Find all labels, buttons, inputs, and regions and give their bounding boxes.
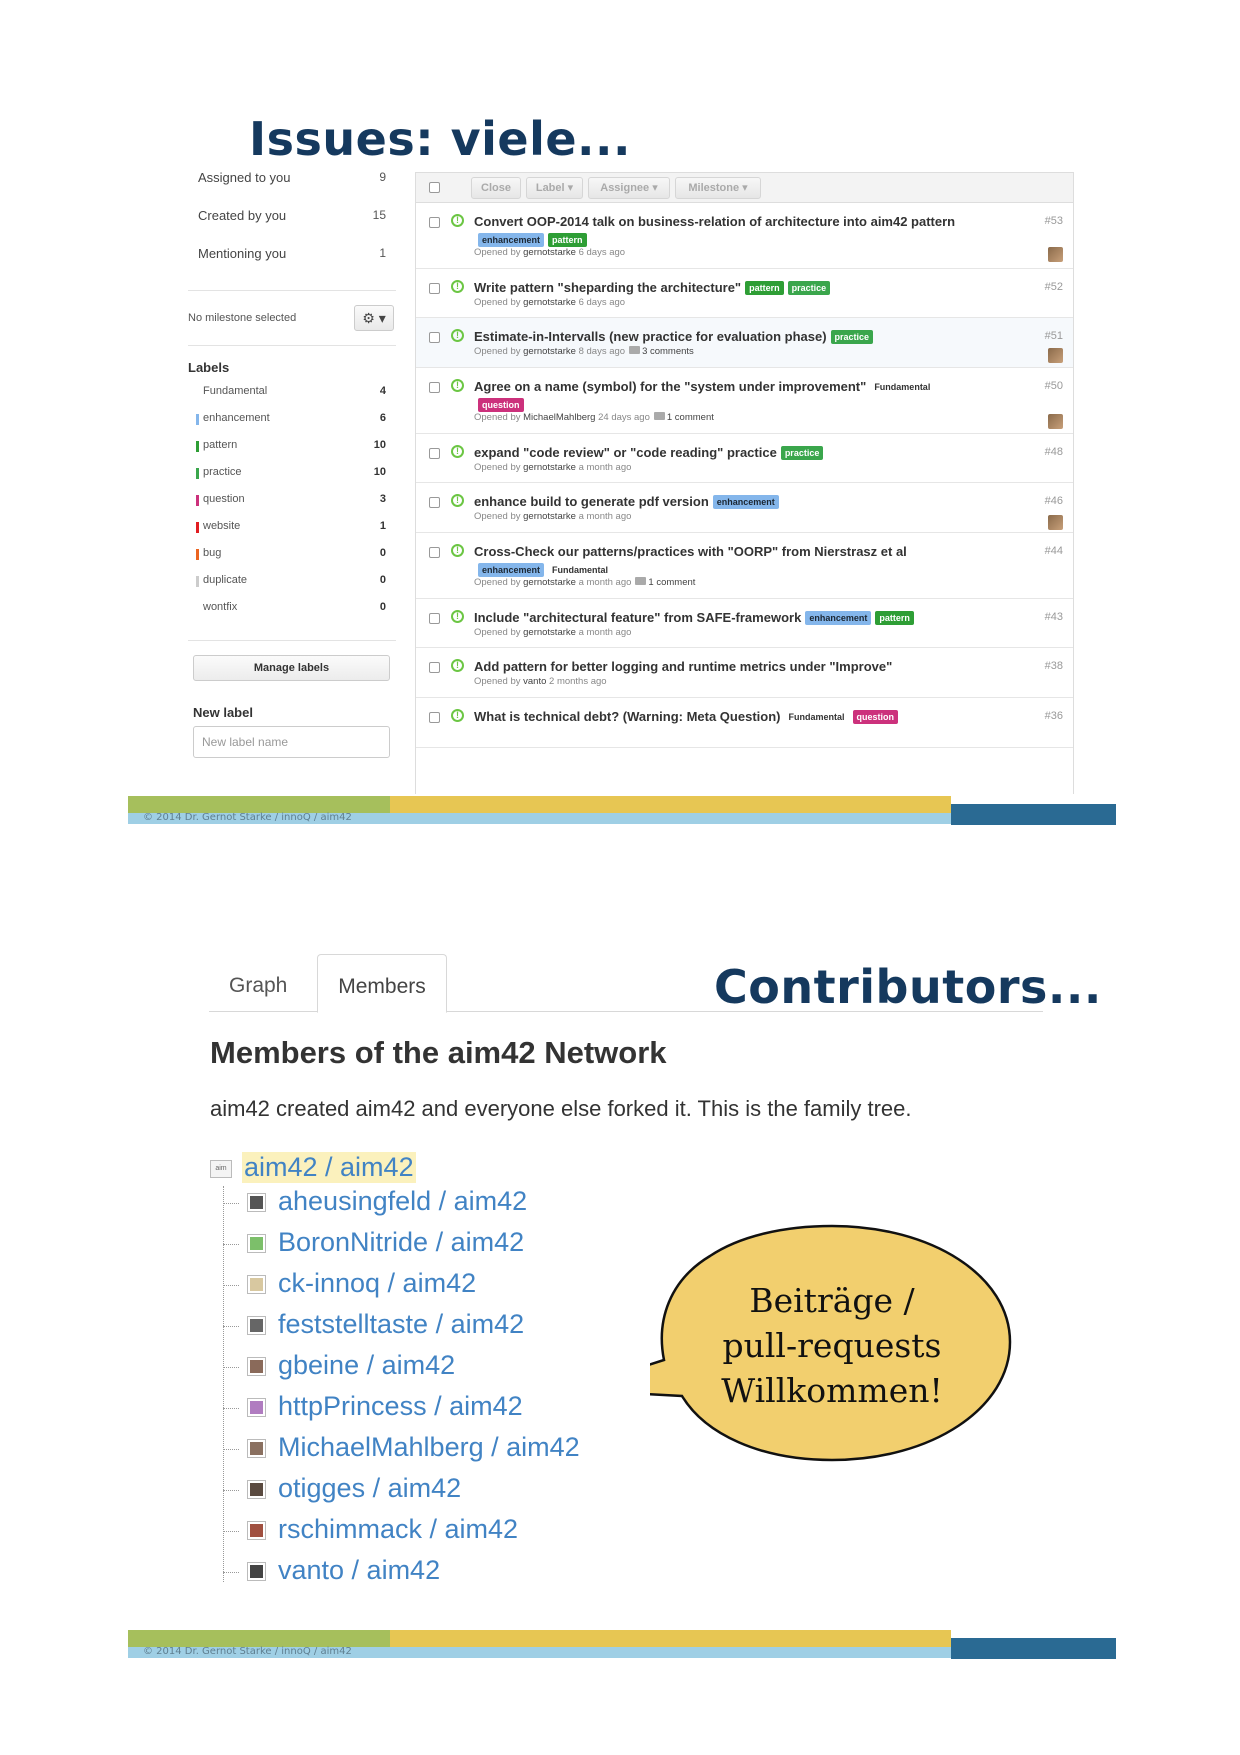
tab-members[interactable]: Members <box>317 954 447 1013</box>
issue-meta <box>474 676 607 687</box>
issue-label-tag[interactable]: pattern <box>875 611 914 625</box>
opened-by-prefix: Opened by <box>474 346 521 357</box>
tree-branch-line <box>223 1449 239 1450</box>
label-item[interactable] <box>188 385 396 412</box>
issue-author[interactable]: gernotstarke <box>523 297 576 308</box>
label-item[interactable] <box>188 547 396 574</box>
label-count: 6 <box>379 412 386 424</box>
issue-row[interactable] <box>416 203 1073 269</box>
opened-by-prefix: Opened by <box>474 462 521 473</box>
label-count: 3 <box>379 493 386 505</box>
assignee-dropdown[interactable]: Assignee ▾ <box>588 177 670 199</box>
tree-branch-line <box>223 1326 239 1327</box>
issue-checkbox[interactable] <box>429 547 440 558</box>
labels-heading: Labels <box>188 360 230 375</box>
issues-toolbar <box>416 173 1073 203</box>
filter-label: Created by you <box>198 208 287 223</box>
label-color-swatch <box>196 441 199 452</box>
issue-title-text[interactable]: Estimate-in-Intervalls (new practice for evaluation phase) <box>474 329 827 344</box>
footer-copyright: © 2014 Dr. Gernot Starke / innoQ / aim42 <box>143 1646 352 1657</box>
label-color-swatch <box>196 603 199 614</box>
issue-title[interactable] <box>474 658 974 676</box>
issue-age: a month ago <box>578 627 632 638</box>
new-label-heading: New label <box>193 705 253 720</box>
member-avatar[interactable] <box>247 1562 266 1581</box>
issue-title-text[interactable]: Include "architectural feature" from SAFE-framework <box>474 610 802 625</box>
member-repo-link[interactable]: MichaelMahlberg / aim42 <box>278 1432 580 1462</box>
label-color-swatch <box>196 495 199 506</box>
bubble-line: Willkommen! <box>721 1371 943 1410</box>
label-item[interactable] <box>188 601 396 628</box>
label-item[interactable] <box>188 412 396 439</box>
issue-label-tag[interactable]: practice <box>831 330 874 344</box>
issues-sidebar <box>188 170 396 758</box>
issue-label-tag[interactable]: enhancement <box>805 611 871 625</box>
issue-number[interactable]: #46 <box>1044 495 1063 507</box>
member-repo-link[interactable]: aheusingfeld / aim42 <box>278 1186 528 1216</box>
issue-meta <box>474 412 714 423</box>
milestone-text: No milestone selected <box>188 312 297 324</box>
footer-copyright: © 2014 Dr. Gernot Starke / innoQ / aim42 <box>143 812 352 823</box>
sidebar-divider <box>188 640 396 641</box>
member-avatar[interactable] <box>247 1480 266 1499</box>
member-repo-link[interactable]: otigges / aim42 <box>278 1473 462 1503</box>
comment-icon <box>635 577 646 585</box>
issue-label-tag[interactable]: question <box>478 398 524 412</box>
opened-by-prefix: Opened by <box>474 577 521 588</box>
issue-row[interactable] <box>416 698 1073 748</box>
slide-title-issues: Issues: viele... <box>249 112 631 166</box>
label-item[interactable] <box>188 439 396 466</box>
issue-number[interactable]: #36 <box>1044 710 1063 722</box>
assignee-avatar[interactable] <box>1048 348 1063 363</box>
opened-by-prefix: Opened by <box>474 247 521 258</box>
issue-checkbox[interactable] <box>429 662 440 673</box>
label-color-swatch <box>196 387 199 398</box>
issue-number[interactable]: #38 <box>1044 660 1063 672</box>
member-repo-link[interactable]: rschimmack / aim42 <box>278 1514 519 1544</box>
issue-label-tag[interactable]: enhancement <box>478 563 544 577</box>
issue-meta <box>474 346 694 357</box>
bubble-line: Beiträge / <box>749 1281 915 1320</box>
label-color-swatch <box>196 549 199 560</box>
bubble-text <box>650 1278 1014 1413</box>
opened-by-prefix: Opened by <box>474 627 521 638</box>
issue-open-icon: ! <box>451 214 464 227</box>
issue-open-icon: ! <box>451 329 464 342</box>
issue-row[interactable] <box>416 533 1073 599</box>
issue-age: a month ago <box>578 577 632 588</box>
issue-age: 24 days ago <box>598 412 650 423</box>
issue-number[interactable]: #51 <box>1044 330 1063 342</box>
issue-number[interactable]: #43 <box>1044 611 1063 623</box>
label-item[interactable] <box>188 466 396 493</box>
issue-title-text[interactable]: Cross-Check our patterns/practices with "OORP" from Nierstrasz et al <box>474 544 907 559</box>
sidebar-divider <box>188 290 396 291</box>
issue-checkbox[interactable] <box>429 283 440 294</box>
label-name: practice <box>203 466 242 478</box>
issue-author[interactable]: MichaelMahlberg <box>523 412 596 423</box>
label-name: enhancement <box>203 412 270 424</box>
select-all-checkbox[interactable] <box>429 182 440 193</box>
member-avatar[interactable] <box>247 1521 266 1540</box>
issue-open-icon: ! <box>451 445 464 458</box>
issue-open-icon: ! <box>451 494 464 507</box>
member-avatar[interactable] <box>247 1439 266 1458</box>
issue-age: 6 days ago <box>578 247 626 258</box>
issue-author[interactable]: gernotstarke <box>523 247 576 258</box>
milestone-dropdown[interactable]: Milestone ▾ <box>675 177 761 199</box>
label-count: 10 <box>373 439 386 451</box>
issue-title-text[interactable]: expand "code review" or "code reading" practice <box>474 445 777 460</box>
label-count: 0 <box>379 601 386 613</box>
issue-row[interactable] <box>416 269 1073 318</box>
issue-meta <box>474 577 695 588</box>
member-repo-link[interactable]: BoronNitride / aim42 <box>278 1227 525 1257</box>
member-avatar[interactable] <box>247 1357 266 1376</box>
new-label-input[interactable]: New label name <box>193 726 390 758</box>
issue-label-tag[interactable]: pattern <box>745 281 784 295</box>
issue-checkbox[interactable] <box>429 712 440 723</box>
issue-label-tag[interactable]: Fundamental <box>784 710 848 724</box>
slide-title-contributors: Contributors... <box>714 960 1102 1014</box>
filter-item[interactable] <box>188 208 396 246</box>
label-count: 10 <box>373 466 386 478</box>
label-count: 4 <box>379 385 386 397</box>
issue-title-text[interactable]: Agree on a name (symbol) for the "system under improvement" <box>474 379 867 394</box>
issue-row[interactable] <box>416 368 1073 434</box>
label-item[interactable] <box>188 493 396 520</box>
issue-title-text[interactable]: enhance build to generate pdf version <box>474 494 709 509</box>
filter-label: Assigned to you <box>198 170 291 185</box>
label-color-swatch <box>196 576 199 587</box>
issue-open-icon: ! <box>451 659 464 672</box>
member-avatar[interactable] <box>247 1316 266 1335</box>
member-repo-link[interactable]: vanto / aim42 <box>278 1555 441 1585</box>
issue-title[interactable] <box>474 444 974 462</box>
opened-by-prefix: Opened by <box>474 412 521 423</box>
assignee-avatar[interactable] <box>1048 515 1063 530</box>
members-heading: Members of the aim42 Network <box>210 1035 667 1070</box>
issue-title[interactable] <box>474 609 974 627</box>
issue-meta <box>474 297 625 308</box>
issue-label-tag[interactable]: pattern <box>548 233 587 247</box>
issue-checkbox[interactable] <box>429 382 440 393</box>
issue-title[interactable] <box>474 493 974 511</box>
opened-by-prefix: Opened by <box>474 511 521 522</box>
tab-graph[interactable]: Graph <box>229 974 288 997</box>
issue-author[interactable]: gernotstarke <box>523 462 576 473</box>
issue-checkbox[interactable] <box>429 332 440 343</box>
tree-branch-line <box>223 1203 239 1204</box>
tree-branch-line <box>223 1490 239 1491</box>
member-repo-link[interactable]: ck-innoq / aim42 <box>278 1268 477 1298</box>
label-name: duplicate <box>203 574 248 586</box>
issue-number[interactable]: #52 <box>1044 281 1063 293</box>
label-dropdown[interactable]: Label ▾ <box>526 177 583 199</box>
issue-number[interactable]: #44 <box>1044 545 1063 557</box>
close-button[interactable]: Close <box>471 177 521 199</box>
issue-label-tag[interactable]: practice <box>788 281 831 295</box>
comment-icon <box>654 412 665 420</box>
issue-number[interactable]: #50 <box>1044 380 1063 392</box>
issue-title-text[interactable]: What is technical debt? (Warning: Meta Question) <box>474 709 781 724</box>
label-name: question <box>203 493 245 505</box>
issue-row[interactable] <box>416 599 1073 648</box>
issue-label-tag[interactable]: Fundamental <box>870 380 934 394</box>
tree-branch-line <box>223 1531 239 1532</box>
repo-owner-icon: aim <box>210 1160 232 1178</box>
comment-count[interactable]: 3 comments <box>642 346 694 357</box>
sidebar-divider <box>188 345 396 346</box>
filter-item[interactable] <box>188 170 396 208</box>
tree-connector <box>223 1186 224 1582</box>
tree-branch-line <box>223 1408 239 1409</box>
issue-age: 8 days ago <box>578 346 626 357</box>
issue-number[interactable]: #53 <box>1044 215 1063 227</box>
issue-open-icon: ! <box>451 610 464 623</box>
issue-label-tag[interactable]: Fundamental <box>548 563 612 577</box>
issue-checkbox[interactable] <box>429 613 440 624</box>
issue-title[interactable] <box>474 279 974 297</box>
issue-author[interactable]: gernotstarke <box>523 346 576 357</box>
manage-labels-button[interactable]: Manage labels <box>193 655 390 681</box>
member-avatar[interactable] <box>247 1193 266 1212</box>
tree-branch-line <box>223 1572 239 1573</box>
issue-open-icon: ! <box>451 280 464 293</box>
opened-by-prefix: Opened by <box>474 297 521 308</box>
label-name: Fundamental <box>203 385 268 397</box>
comment-count[interactable]: 1 comment <box>666 412 714 423</box>
issue-row[interactable] <box>416 434 1073 483</box>
issue-row[interactable] <box>416 318 1073 368</box>
issue-author[interactable]: gernotstarke <box>523 511 576 522</box>
issue-title-text[interactable]: Add pattern for better logging and runtime metrics under "Improve" <box>474 659 893 674</box>
issue-author[interactable]: gernotstarke <box>523 627 576 638</box>
member-repo-link[interactable]: feststelltaste / aim42 <box>278 1309 525 1339</box>
filter-count: 9 <box>379 170 386 184</box>
filter-label: Mentioning you <box>198 246 287 261</box>
assignee-avatar[interactable] <box>1048 247 1063 262</box>
issue-row[interactable] <box>416 483 1073 533</box>
tree-branch-line <box>223 1285 239 1286</box>
issue-meta <box>474 247 625 258</box>
label-name: wontfix <box>203 601 238 613</box>
label-color-swatch <box>196 468 199 479</box>
gear-icon[interactable]: ⚙ ▾ <box>354 305 394 331</box>
member-avatar[interactable] <box>247 1234 266 1253</box>
issue-title-text[interactable]: Convert OOP-2014 talk on business-relation of architecture into aim42 pattern <box>474 214 956 229</box>
issue-row[interactable] <box>416 648 1073 698</box>
comment-count[interactable]: 1 comment <box>648 577 696 588</box>
label-count: 0 <box>379 574 386 586</box>
issue-title[interactable] <box>474 378 974 414</box>
member-repo-link[interactable]: httpPrincess / aim42 <box>278 1391 523 1421</box>
issue-title[interactable] <box>474 543 974 579</box>
issue-checkbox[interactable] <box>429 448 440 459</box>
issue-title[interactable] <box>474 708 974 726</box>
comment-icon <box>629 346 640 354</box>
tree-branch-line <box>223 1244 239 1245</box>
issue-author[interactable]: gernotstarke <box>523 577 576 588</box>
tree-branch-line <box>223 1367 239 1368</box>
issue-open-icon: ! <box>451 709 464 722</box>
issue-age: a month ago <box>578 511 632 522</box>
members-description: aim42 created aim42 and everyone else forked it. This is the family tree. <box>210 1096 912 1121</box>
issue-open-icon: ! <box>451 379 464 392</box>
issue-number[interactable]: #48 <box>1044 446 1063 458</box>
label-color-swatch <box>196 414 199 425</box>
issues-list-panel <box>415 172 1074 794</box>
issue-meta <box>474 462 631 473</box>
issue-label-tag[interactable]: practice <box>781 446 824 460</box>
issue-age: 6 days ago <box>578 297 626 308</box>
filter-count: 15 <box>372 208 386 222</box>
label-name: pattern <box>203 439 238 451</box>
issue-checkbox[interactable] <box>429 497 440 508</box>
label-name: bug <box>203 547 222 559</box>
opened-by-prefix: Opened by <box>474 676 521 687</box>
label-count: 0 <box>379 547 386 559</box>
member-avatar[interactable] <box>247 1398 266 1417</box>
issue-title-text[interactable]: Write pattern "sheparding the architecture" <box>474 280 742 295</box>
root-repo-link[interactable]: aim42 / aim42 <box>244 1152 414 1182</box>
slide-footer-band <box>128 1630 1116 1657</box>
issue-author[interactable]: vanto <box>523 676 547 687</box>
label-item[interactable] <box>188 574 396 601</box>
issue-title[interactable] <box>474 213 974 249</box>
label-count: 1 <box>379 520 386 532</box>
issue-label-tag[interactable]: enhancement <box>478 233 544 247</box>
issue-age: 2 months ago <box>549 676 607 687</box>
issue-age: a month ago <box>578 462 632 473</box>
member-avatar[interactable] <box>247 1275 266 1294</box>
label-name: website <box>203 520 241 532</box>
label-item[interactable] <box>188 520 396 547</box>
issue-meta <box>474 511 631 522</box>
slide-footer-band <box>128 796 1116 823</box>
issue-checkbox[interactable] <box>429 217 440 228</box>
speech-bubble <box>650 1220 1014 1466</box>
member-repo-link[interactable]: gbeine / aim42 <box>278 1350 456 1380</box>
filter-count: 1 <box>379 246 386 260</box>
issue-open-icon: ! <box>451 544 464 557</box>
label-color-swatch <box>196 522 199 533</box>
issue-meta <box>474 627 631 638</box>
filter-item[interactable] <box>188 246 396 284</box>
issue-title[interactable] <box>474 328 974 346</box>
issue-label-tag[interactable]: enhancement <box>713 495 779 509</box>
assignee-avatar[interactable] <box>1048 414 1063 429</box>
issue-label-tag[interactable]: question <box>853 710 899 724</box>
bubble-line: pull-requests <box>722 1326 942 1365</box>
milestone-selector[interactable] <box>188 305 396 331</box>
